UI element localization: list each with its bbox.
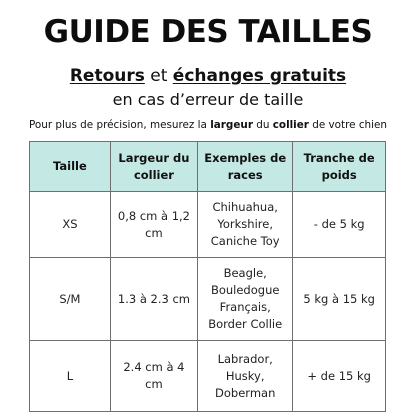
weight-cell: - de 5 kg (293, 192, 386, 258)
collar-width-cell: 2.4 cm à 4 cm (110, 341, 197, 412)
size-cell: L (30, 341, 111, 412)
size-cell: S/M (30, 258, 111, 341)
size-cell: XS (30, 192, 111, 258)
note-mid: du (256, 119, 270, 131)
note-collar: collier (272, 119, 309, 131)
note-prefix: Pour plus de précision, mesurez la (28, 119, 207, 131)
measure-note (0, 119, 416, 131)
header-size: Taille (30, 142, 111, 192)
size-table (29, 141, 386, 412)
collar-width-cell: 1.3 à 2.3 cm (110, 258, 197, 341)
weight-cell: + de 15 kg (293, 341, 386, 412)
breed-cell: Labrador, Husky, Doberman (198, 341, 293, 412)
breed-cell: Chihuahua, Yorkshire, Caniche Toy (198, 192, 293, 258)
breed-cell: Beagle, Bouledogue Français, Border Collie (198, 258, 293, 341)
header-collar-width: Largeur du collier (110, 142, 197, 192)
note-width: largeur (210, 119, 253, 131)
header-weight-range: Tranche de poids (293, 142, 386, 192)
weight-cell: 5 kg à 15 kg (293, 258, 386, 341)
table-row (30, 341, 386, 412)
table-header-row (30, 142, 386, 192)
exchanges-text: échanges gratuits (172, 66, 347, 86)
table-row (30, 192, 386, 258)
collar-width-cell: 0,8 cm à 1,2 cm (110, 192, 197, 258)
table-row (30, 258, 386, 341)
size-error-line: en cas d’erreur de taille (112, 90, 304, 109)
page-title: GUIDE DES TAILLES (43, 14, 373, 50)
and-text: et (150, 66, 168, 86)
free-returns-line (0, 66, 416, 86)
header-breed-examples: Exemples de races (198, 142, 293, 192)
note-suffix: de votre chien (312, 119, 388, 131)
returns-text: Retours (69, 66, 145, 86)
